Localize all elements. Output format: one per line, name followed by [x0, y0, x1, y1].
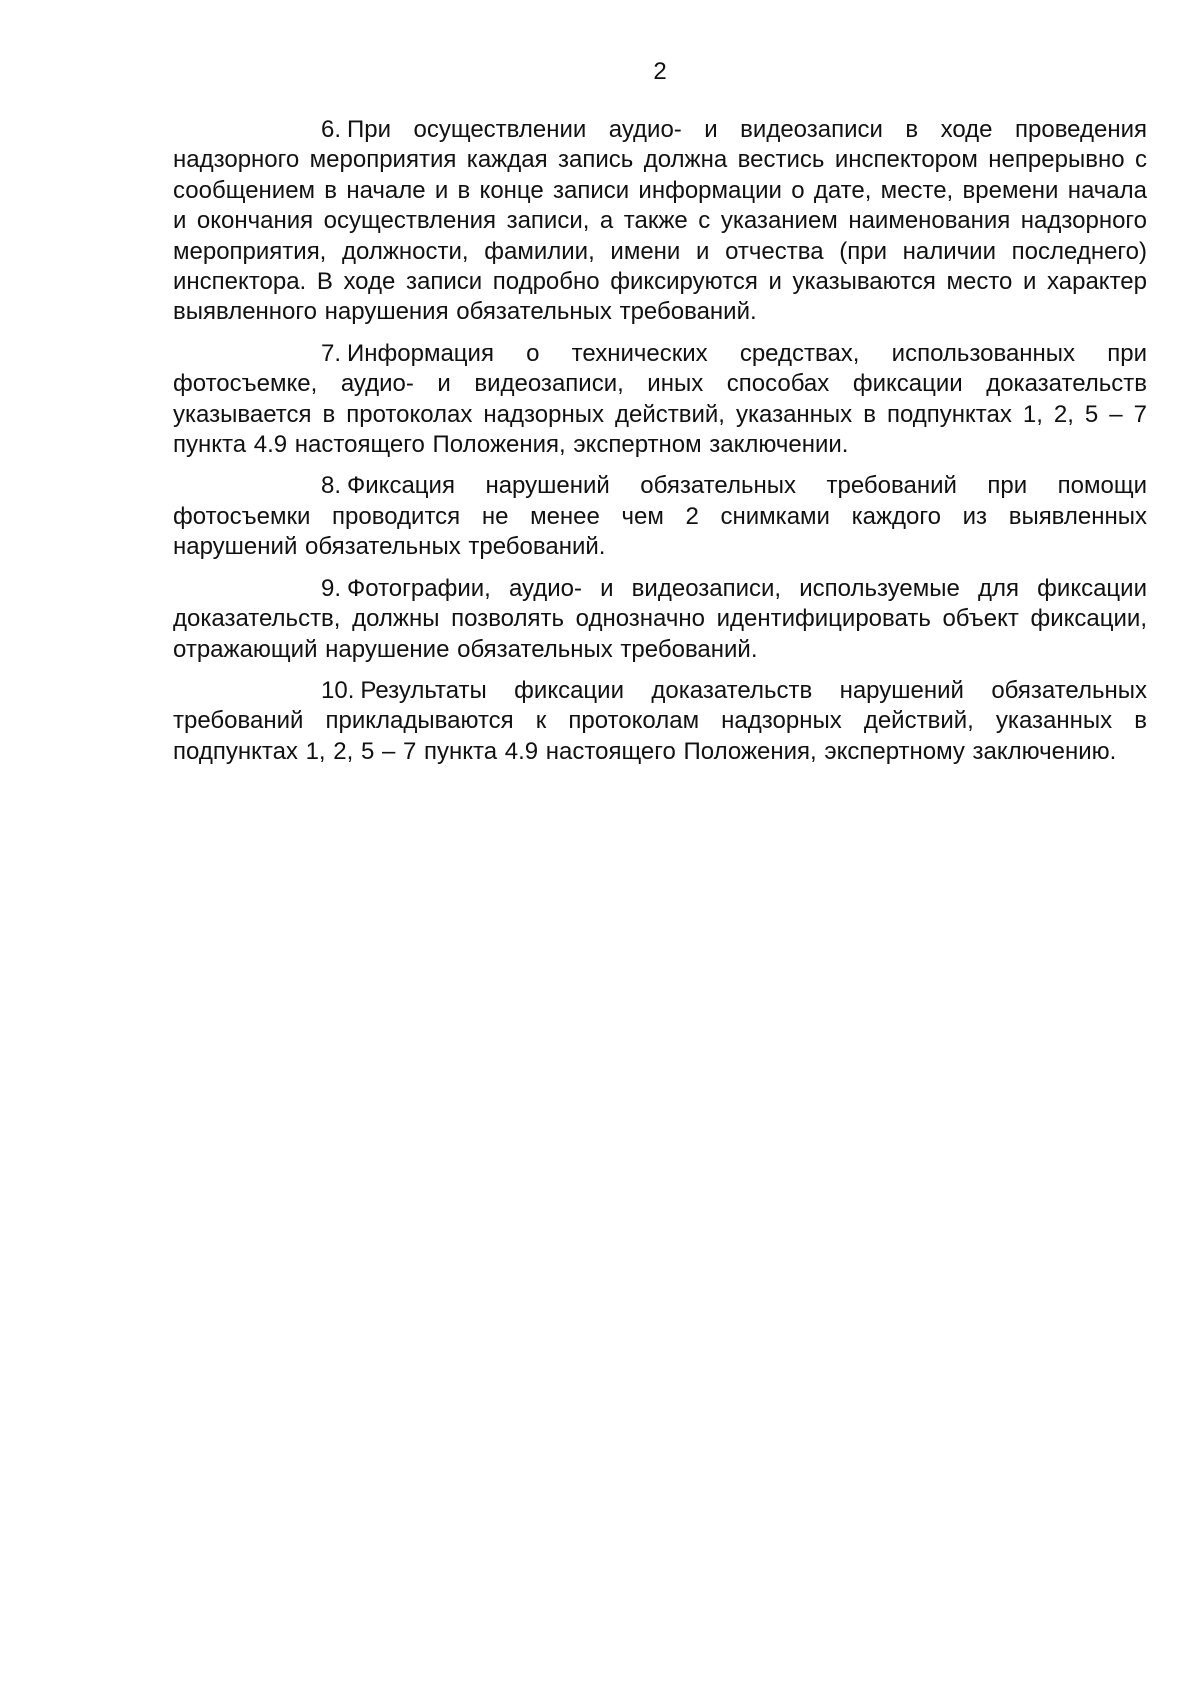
paragraph-9 [173, 574, 1147, 665]
paragraph-number: 7. [321, 339, 342, 367]
document-body [173, 115, 1147, 778]
paragraph-text: Фиксация нарушений обязательных требований при помощи фотосъемки проводится не менее чем 2 снимками каждого из выявленных нарушений обязательных требований. [173, 472, 1147, 561]
paragraph-10 [173, 676, 1147, 767]
paragraph-text: При осуществлении аудио- и видеозаписи в ходе проведения надзорного мероприятия каждая запись должна вестись инспектором непрерывно с сообщением в начале и в конце записи информации о дате, месте, времени начала и окончания осуществления записи, а также с указанием наименования надзорного мероприятия, должности, фамилии, имени и отчества (при наличии последнего) инспектора. В ходе записи подробно фиксируются и указываются место и характер выявленного нарушения обязательных требований. [173, 116, 1147, 326]
paragraph-text: Результаты фиксации доказательств нарушений обязательных требований прикладываются к протоколам надзорных действий, указанных в подпунктах 1, 2, 5 – 7 пункта 4.9 настоящего Положения, экспертному заключению. [173, 676, 1147, 765]
paragraph-8 [173, 471, 1147, 562]
paragraph-number: 9. [321, 574, 342, 602]
paragraph-text: Информация о технических средствах, использованных при фотосъемке, аудио- и видеозаписи, иных способах фиксации доказательств указывается в протоколах надзорных действий, указанных в подпунктах 1, 2, 5 – 7 пункта 4.9 настоящего Положения, экспертном заключении. [173, 339, 1147, 459]
paragraph-6 [173, 115, 1147, 328]
paragraph-text: Фотографии, аудио- и видеозаписи, используемые для фиксации доказательств, должны позволять однозначно идентифицировать объект фиксации, отражающий нарушение обязательных требований. [173, 574, 1147, 663]
paragraph-number: 6. [321, 116, 342, 143]
paragraph-7 [173, 339, 1147, 461]
paragraph-number: 10. [321, 676, 355, 704]
page-number: 2 [653, 58, 667, 85]
paragraph-number: 8. [321, 472, 342, 500]
